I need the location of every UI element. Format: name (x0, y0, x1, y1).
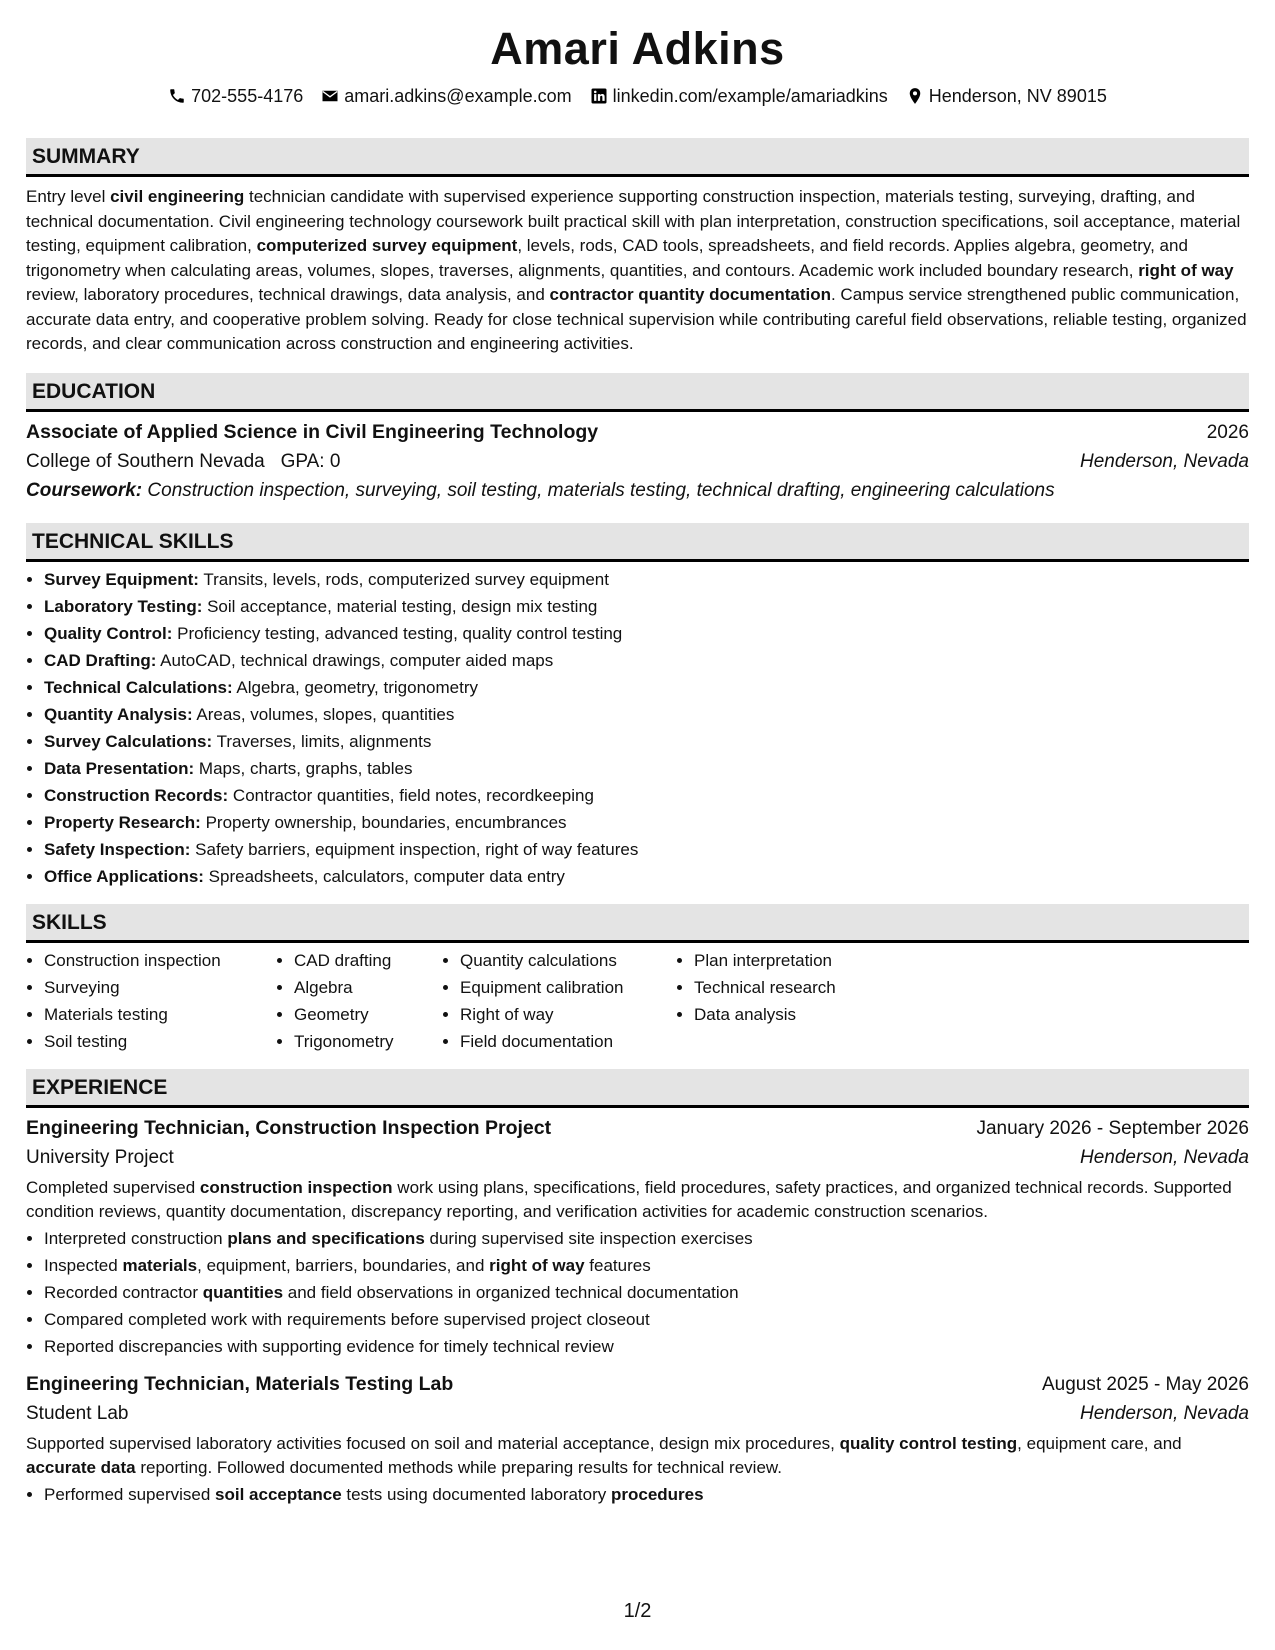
bold-phrase: procedures (610, 1484, 704, 1504)
job-location: Henderson, Nevada (1080, 1402, 1249, 1424)
technical-skill-item (44, 728, 1249, 755)
job-summary (26, 1176, 1249, 1225)
job-bullets (26, 1481, 1249, 1508)
bold-phrase: right of way (489, 1255, 585, 1275)
contact-email[interactable] (321, 84, 571, 108)
text-run: , levels, rods, CAD tools, spreadsheets, and field records. Applies algebra, geometry, and trigonometry when calculating areas, volumes, slopes, traverses, alignments, quantities, and contours. Academic work included boundary research, (26, 236, 1188, 280)
envelope-icon (321, 87, 339, 105)
text-run: tests using documented laboratory (341, 1484, 611, 1504)
skill-item: • Surveying (44, 974, 276, 1001)
technical-skill-value: Spreadsheets, calculators, computer data entry (203, 866, 565, 886)
job-location: Henderson, Nevada (1080, 1146, 1249, 1168)
skill-item: • Technical research (694, 974, 874, 1001)
bold-phrase: construction inspection (199, 1177, 393, 1197)
bold-phrase: accurate data (26, 1458, 136, 1477)
experience-entry (26, 1370, 1249, 1508)
graduation-year: 2026 (1206, 421, 1249, 443)
contact-linkedin[interactable] (590, 84, 888, 108)
technical-skill-label: Quality Control: (44, 623, 173, 643)
text-run: , equipment, barriers, boundaries, and (197, 1255, 490, 1275)
job-dates: August 2025 - May 2026 (1041, 1373, 1249, 1395)
text-run: Entry level (26, 187, 111, 206)
text-run: Performed supervised (44, 1484, 216, 1504)
skill-item: • Geometry (294, 1001, 442, 1028)
technical-skill-value: Property ownership, boundaries, encumbrances (200, 812, 567, 832)
technical-skill-value: Areas, volumes, slopes, quantities (192, 704, 455, 724)
degree-title: Associate of Applied Science in Civil Engineering Technology (26, 420, 599, 443)
skill-item: • Data analysis (694, 1001, 874, 1028)
skill-item: • CAD drafting (294, 947, 442, 974)
technical-skill-value: Transits, levels, rods, computerized survey equipment (198, 569, 609, 589)
technical-skill-label: Survey Equipment: (44, 569, 199, 589)
education-section (26, 418, 1249, 505)
experience-section (26, 1114, 1249, 1508)
technical-skill-label: Quantity Analysis: (44, 704, 193, 724)
phone-icon (168, 87, 186, 105)
skills-column (26, 947, 276, 1055)
text-run: Supported supervised laboratory activities focused on soil and material acceptance, design mix procedures, (26, 1433, 840, 1453)
gpa: GPA: 0 (280, 450, 341, 472)
technical-skill-value: AutoCAD, technical drawings, computer aided maps (156, 650, 554, 670)
technical-skill-value: Proficiency testing, advanced testing, quality control testing (172, 623, 623, 643)
skills-column (442, 947, 676, 1055)
skill-item: • Quantity calculations (460, 947, 676, 974)
technical-skill-item (44, 836, 1249, 863)
job-bullet (44, 1225, 1249, 1252)
text-run: Compared completed work with requirements before supervised project closeout (44, 1309, 650, 1329)
text-run: Inspected (44, 1255, 123, 1275)
skill-item: • Construction inspection (44, 947, 276, 974)
bold-phrase: right of way (1138, 260, 1234, 280)
skill-item: • Algebra (294, 974, 442, 1001)
technical-skill-label: Property Research: (44, 812, 201, 832)
skill-item: • Field documentation (460, 1028, 676, 1055)
skill-item: • Right of way (460, 1001, 676, 1028)
job-bullet (44, 1306, 1249, 1333)
technical-skills-section (26, 566, 1249, 890)
school-name: College of Southern Nevada (26, 450, 265, 472)
contact-phone[interactable] (168, 84, 303, 108)
text-run: and field observations in organized technical documentation (283, 1282, 739, 1302)
technical-skill-item (44, 593, 1249, 620)
contact-bar (0, 84, 1275, 108)
job-title: Engineering Technician, Materials Testing Lab (26, 1372, 454, 1395)
technical-skills-list (26, 566, 1249, 890)
job-bullet (44, 1481, 1249, 1508)
bold-phrase: soil acceptance (215, 1484, 342, 1504)
linkedin-text: linkedin.com/example/amariadkins (612, 86, 888, 106)
technical-skill-item (44, 620, 1249, 647)
technical-skill-label: Office Applications: (44, 866, 204, 886)
contact-location (906, 84, 1107, 108)
bold-phrase: civil engineering (110, 187, 245, 206)
technical-skill-label: Laboratory Testing: (44, 596, 203, 616)
school-location: Henderson, Nevada (1080, 450, 1249, 472)
summary-text (26, 185, 1249, 357)
text-run: , equipment care, and (1017, 1433, 1182, 1453)
bold-phrase: computerized survey equipment (256, 236, 518, 255)
skill-item: • Soil testing (44, 1028, 276, 1055)
technical-skill-label: Survey Calculations: (44, 731, 213, 751)
job-organization: University Project (26, 1146, 174, 1168)
technical-skill-item (44, 674, 1249, 701)
text-run: work using plans, specifications, field procedures, safety practices, and organized technical records. Supported condition reviews, quantity documentation, discrepancy reporting, and verification activities for academic construction scenarios. (26, 1177, 1232, 1221)
technical-skill-item (44, 809, 1249, 836)
summary-section (26, 185, 1249, 357)
job-organization: Student Lab (26, 1402, 129, 1424)
technical-skill-label: Technical Calculations: (44, 677, 233, 697)
technical-skill-label: Safety Inspection: (44, 839, 191, 859)
skills-heading: SKILLS (26, 904, 1249, 943)
email-text: amari.adkins@example.com (344, 86, 572, 106)
skill-item: • Materials testing (44, 1001, 276, 1028)
summary-heading: SUMMARY (26, 138, 1249, 177)
technical-skill-value: Algebra, geometry, trigonometry (232, 677, 478, 697)
experience-entry (26, 1114, 1249, 1360)
text-run: review, laboratory procedures, technical drawings, data analysis, and (26, 285, 550, 304)
coursework-label: Coursework: (26, 479, 143, 501)
phone-text: 702-555-4176 (191, 86, 304, 106)
skills-column (276, 947, 442, 1055)
school-line (26, 447, 340, 476)
location-text: Henderson, NV 89015 (928, 86, 1107, 106)
job-bullet (44, 1279, 1249, 1306)
technical-skill-item (44, 755, 1249, 782)
text-run: during supervised site inspection exercises (424, 1228, 753, 1248)
technical-skill-label: CAD Drafting: (44, 650, 157, 670)
technical-skill-item (44, 782, 1249, 809)
technical-skill-label: Construction Records: (44, 785, 229, 805)
coursework-line (26, 476, 1249, 505)
map-pin-icon (906, 87, 924, 105)
technical-skill-value: Safety barriers, equipment inspection, right of way features (190, 839, 639, 859)
technical-skill-item (44, 863, 1249, 890)
technical-skill-item (44, 647, 1249, 674)
technical-skill-value: Traverses, limits, alignments (212, 731, 432, 751)
page-number: 1/2 (623, 1600, 652, 1622)
bold-phrase: materials (122, 1255, 198, 1275)
text-run: technician candidate with supervised experience supporting construction inspection, materials testing, surveying, drafting, and technical documentation. Civil engineering technology coursework built practical skill with plan interpretation, construction specifications, soil acceptance, material testing, equipment calibration, (26, 187, 1241, 255)
linkedin-icon (590, 87, 608, 105)
skills-section (26, 947, 1249, 1055)
job-bullet (44, 1333, 1249, 1360)
bold-phrase: plans and specifications (227, 1228, 425, 1248)
text-run: . Campus service strengthened public communication, accurate data entry, and cooperative problem solving. Ready for close technical supervision while contributing careful field observations, reliable testing, organized records, and clear communication across construction and engineering activities. (26, 285, 1247, 353)
job-dates: January 2026 - September 2026 (976, 1117, 1249, 1139)
skill-item: • Trigonometry (294, 1028, 442, 1055)
job-bullets (26, 1225, 1249, 1360)
technical-skills-heading: TECHNICAL SKILLS (26, 523, 1249, 562)
candidate-name: Amari Adkins (490, 23, 785, 74)
experience-heading: EXPERIENCE (26, 1069, 1249, 1108)
text-run: Interpreted construction (44, 1228, 228, 1248)
job-title: Engineering Technician, Construction Inspection Project (26, 1116, 552, 1139)
text-run: Completed supervised (26, 1177, 200, 1197)
bold-phrase: quantities (202, 1282, 284, 1302)
skills-grid (26, 947, 1249, 1055)
technical-skill-value: Maps, charts, graphs, tables (194, 758, 413, 778)
text-run: Reported discrepancies with supporting evidence for timely technical review (44, 1336, 614, 1356)
text-run: Recorded contractor (44, 1282, 203, 1302)
skills-column (676, 947, 874, 1055)
skill-item: • Plan interpretation (694, 947, 874, 974)
text-run: features (584, 1255, 651, 1275)
text-run: reporting. Followed documented methods while preparing results for technical review. (135, 1458, 782, 1477)
education-heading: EDUCATION (26, 373, 1249, 412)
technical-skill-value: Soil acceptance, material testing, design mix testing (202, 596, 598, 616)
bold-phrase: contractor quantity documentation (549, 285, 831, 304)
job-bullet (44, 1252, 1249, 1279)
technical-skill-label: Data Presentation: (44, 758, 195, 778)
coursework-text: Construction inspection, surveying, soil testing, materials testing, technical drafting, engineering calculations (142, 479, 1055, 501)
bold-phrase: quality control testing (839, 1433, 1018, 1453)
technical-skill-item (44, 566, 1249, 593)
technical-skill-value: Contractor quantities, field notes, recordkeeping (228, 785, 594, 805)
job-summary (26, 1432, 1249, 1481)
skill-item: • Equipment calibration (460, 974, 676, 1001)
technical-skill-item (44, 701, 1249, 728)
